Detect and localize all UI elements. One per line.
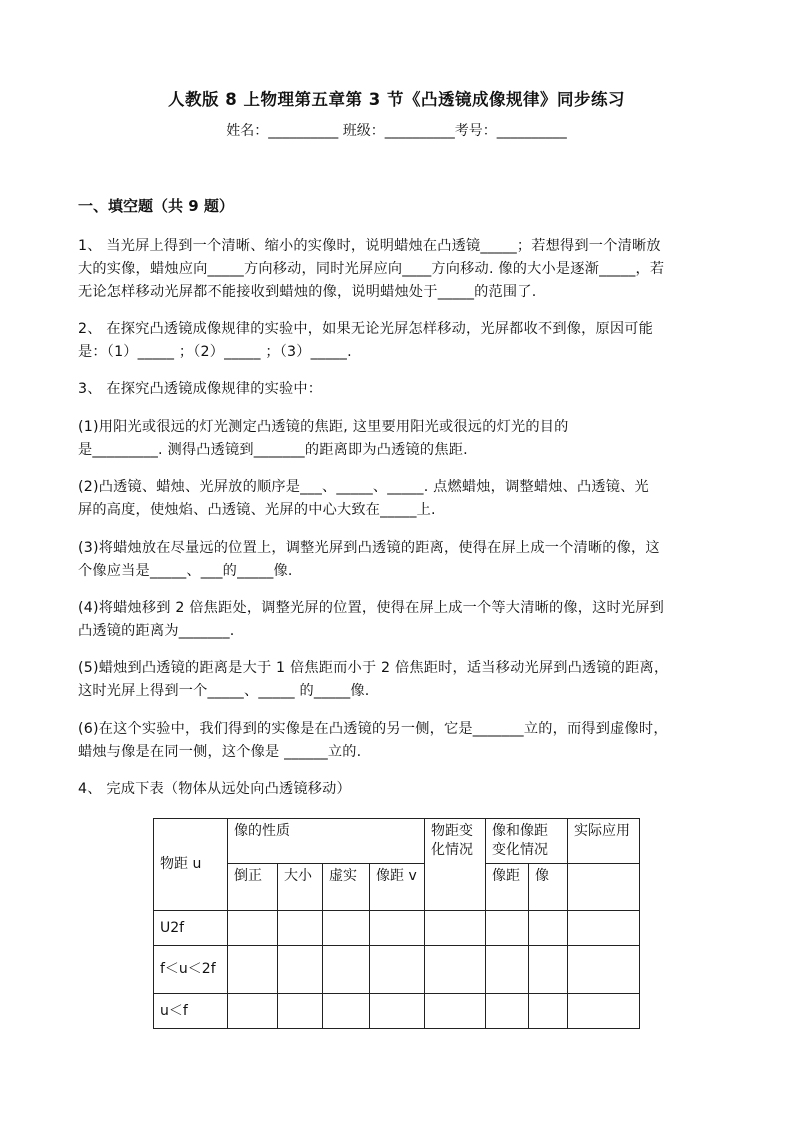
page-title: 人教版 8 上物理第五章第 3 节《凸透镜成像规律》同步练习 [168, 90, 625, 109]
subheader-orientation: 倒正 [228, 864, 278, 911]
q3-part4-line1: (4)将蜡烛移到 2 倍焦距处，调整光屏的位置，使得在屏上成一个等大清晰的像，这时光屏到 [78, 600, 665, 616]
answer-cell[interactable] [568, 946, 640, 994]
row-label: f＜u＜2f [154, 946, 228, 994]
answer-cell[interactable] [568, 911, 640, 946]
q3-part3-line2: 个像应当是_____、___的_____像. [78, 563, 293, 579]
subheader-image: 像 [529, 864, 568, 911]
q2-line1: 2、 在探究凸透镜成像规律的实验中，如果无论光屏怎样移动，光屏都收不到像，原因可能 [78, 321, 654, 337]
imaging-rules-table [153, 818, 640, 1029]
q3-part5-line1: (5)蜡烛到凸透镜的距离是大于 1 倍焦距而小于 2 倍焦距时，适当移动光屏到凸透镜的距离， [78, 660, 669, 676]
q1-line1: 1、 当光屏上得到一个清晰、缩小的实像时，说明蜡烛在凸透镜_____；若想得到一个清晰放 [78, 238, 661, 254]
answer-cell[interactable] [425, 994, 486, 1029]
q3-part2-line2: 屏的高度，使烛焰、凸透镜、光屏的中心大致在_____上. [78, 502, 436, 518]
q1-line2: 大的实像，蜡烛应向_____方向移动，同时光屏应向____方向移动. 像的大小是逐渐_____，若 [78, 261, 665, 277]
answer-cell[interactable] [568, 994, 640, 1029]
answer-cell[interactable] [278, 911, 323, 946]
answer-cell[interactable] [228, 946, 278, 994]
header-image-nature: 像的性质 [228, 819, 425, 864]
answer-cell[interactable] [323, 946, 370, 994]
q3-part1-line1: (1)用阳光或很远的灯光测定凸透镜的焦距, 这里要用阳光或很远的灯光的目的 [78, 419, 569, 435]
header-object-distance: 物距 u [154, 819, 228, 911]
answer-cell[interactable] [278, 994, 323, 1029]
table-row [154, 994, 640, 1029]
answer-cell[interactable] [425, 911, 486, 946]
answer-cell[interactable] [370, 911, 425, 946]
answer-cell[interactable] [486, 994, 529, 1029]
q1-line3: 无论怎样移动光屏都不能接收到蜡烛的像，说明蜡烛处于_____的范围了. [78, 284, 537, 300]
answer-cell[interactable] [323, 911, 370, 946]
answer-cell[interactable] [370, 946, 425, 994]
q3-intro: 3、 在探究凸透镜成像规律的实验中： [78, 381, 323, 397]
q2-line2: 是：（1）_____ ；（2）_____ ；（3）_____. [78, 344, 352, 360]
header-distance-change: 物距变化情况 [425, 819, 486, 911]
q3-part2-line1: (2)凸透镜、蜡烛、光屏放的顺序是___、_____、_____. 点燃蜡烛，调整蜡烛、凸透镜、光 [78, 479, 649, 495]
subheader-image-distance: 像距 v [370, 864, 425, 911]
subheader-real-virtual: 虚实 [323, 864, 370, 911]
answer-cell[interactable] [228, 911, 278, 946]
header-application: 实际应用 [568, 819, 640, 864]
q4-intro: 4、 完成下表（物体从远处向凸透镜移动） [78, 781, 351, 797]
answer-cell[interactable] [486, 946, 529, 994]
row-label: u＜f [154, 994, 228, 1029]
answer-cell[interactable] [529, 994, 568, 1029]
subheader-size: 大小 [278, 864, 323, 911]
section-heading: 一、填空题（共 9 题） [78, 197, 234, 215]
table-row [154, 911, 640, 946]
table-row [154, 946, 640, 994]
subheader-image-distance-2: 像距 [486, 864, 529, 911]
answer-cell[interactable] [529, 946, 568, 994]
student-info-line: 姓名：__________ 班级：__________考号：__________ [226, 123, 567, 139]
answer-cell[interactable] [370, 994, 425, 1029]
q3-part1-line2: 是_________. 测得凸透镜到_______的距离即为凸透镜的焦距. [78, 442, 468, 458]
q3-part4-line2: 凸透镜的距离为_______. [78, 623, 235, 639]
answer-cell[interactable] [486, 911, 529, 946]
empty-cell [568, 864, 640, 911]
q3-part6-line2: 蜡烛与像是在同一侧，这个像是 ______立的. [78, 744, 362, 760]
answer-cell[interactable] [278, 946, 323, 994]
answer-cell[interactable] [425, 946, 486, 994]
answer-cell[interactable] [228, 994, 278, 1029]
row-label: U2f [154, 911, 228, 946]
q3-part3-line1: (3)将蜡烛放在尽量远的位置上，调整光屏到凸透镜的距离，使得在屏上成一个清晰的像，这 [78, 540, 660, 556]
header-image-change: 像和像距变化情况 [486, 819, 568, 864]
q3-part5-line2: 这时光屏上得到一个_____、_____ 的_____像. [78, 683, 370, 699]
answer-cell[interactable] [529, 911, 568, 946]
q3-part6-line1: (6)在这个实验中，我们得到的实像是在凸透镜的另一侧，它是_______立的，而得到虚像时， [78, 721, 668, 737]
answer-cell[interactable] [323, 994, 370, 1029]
